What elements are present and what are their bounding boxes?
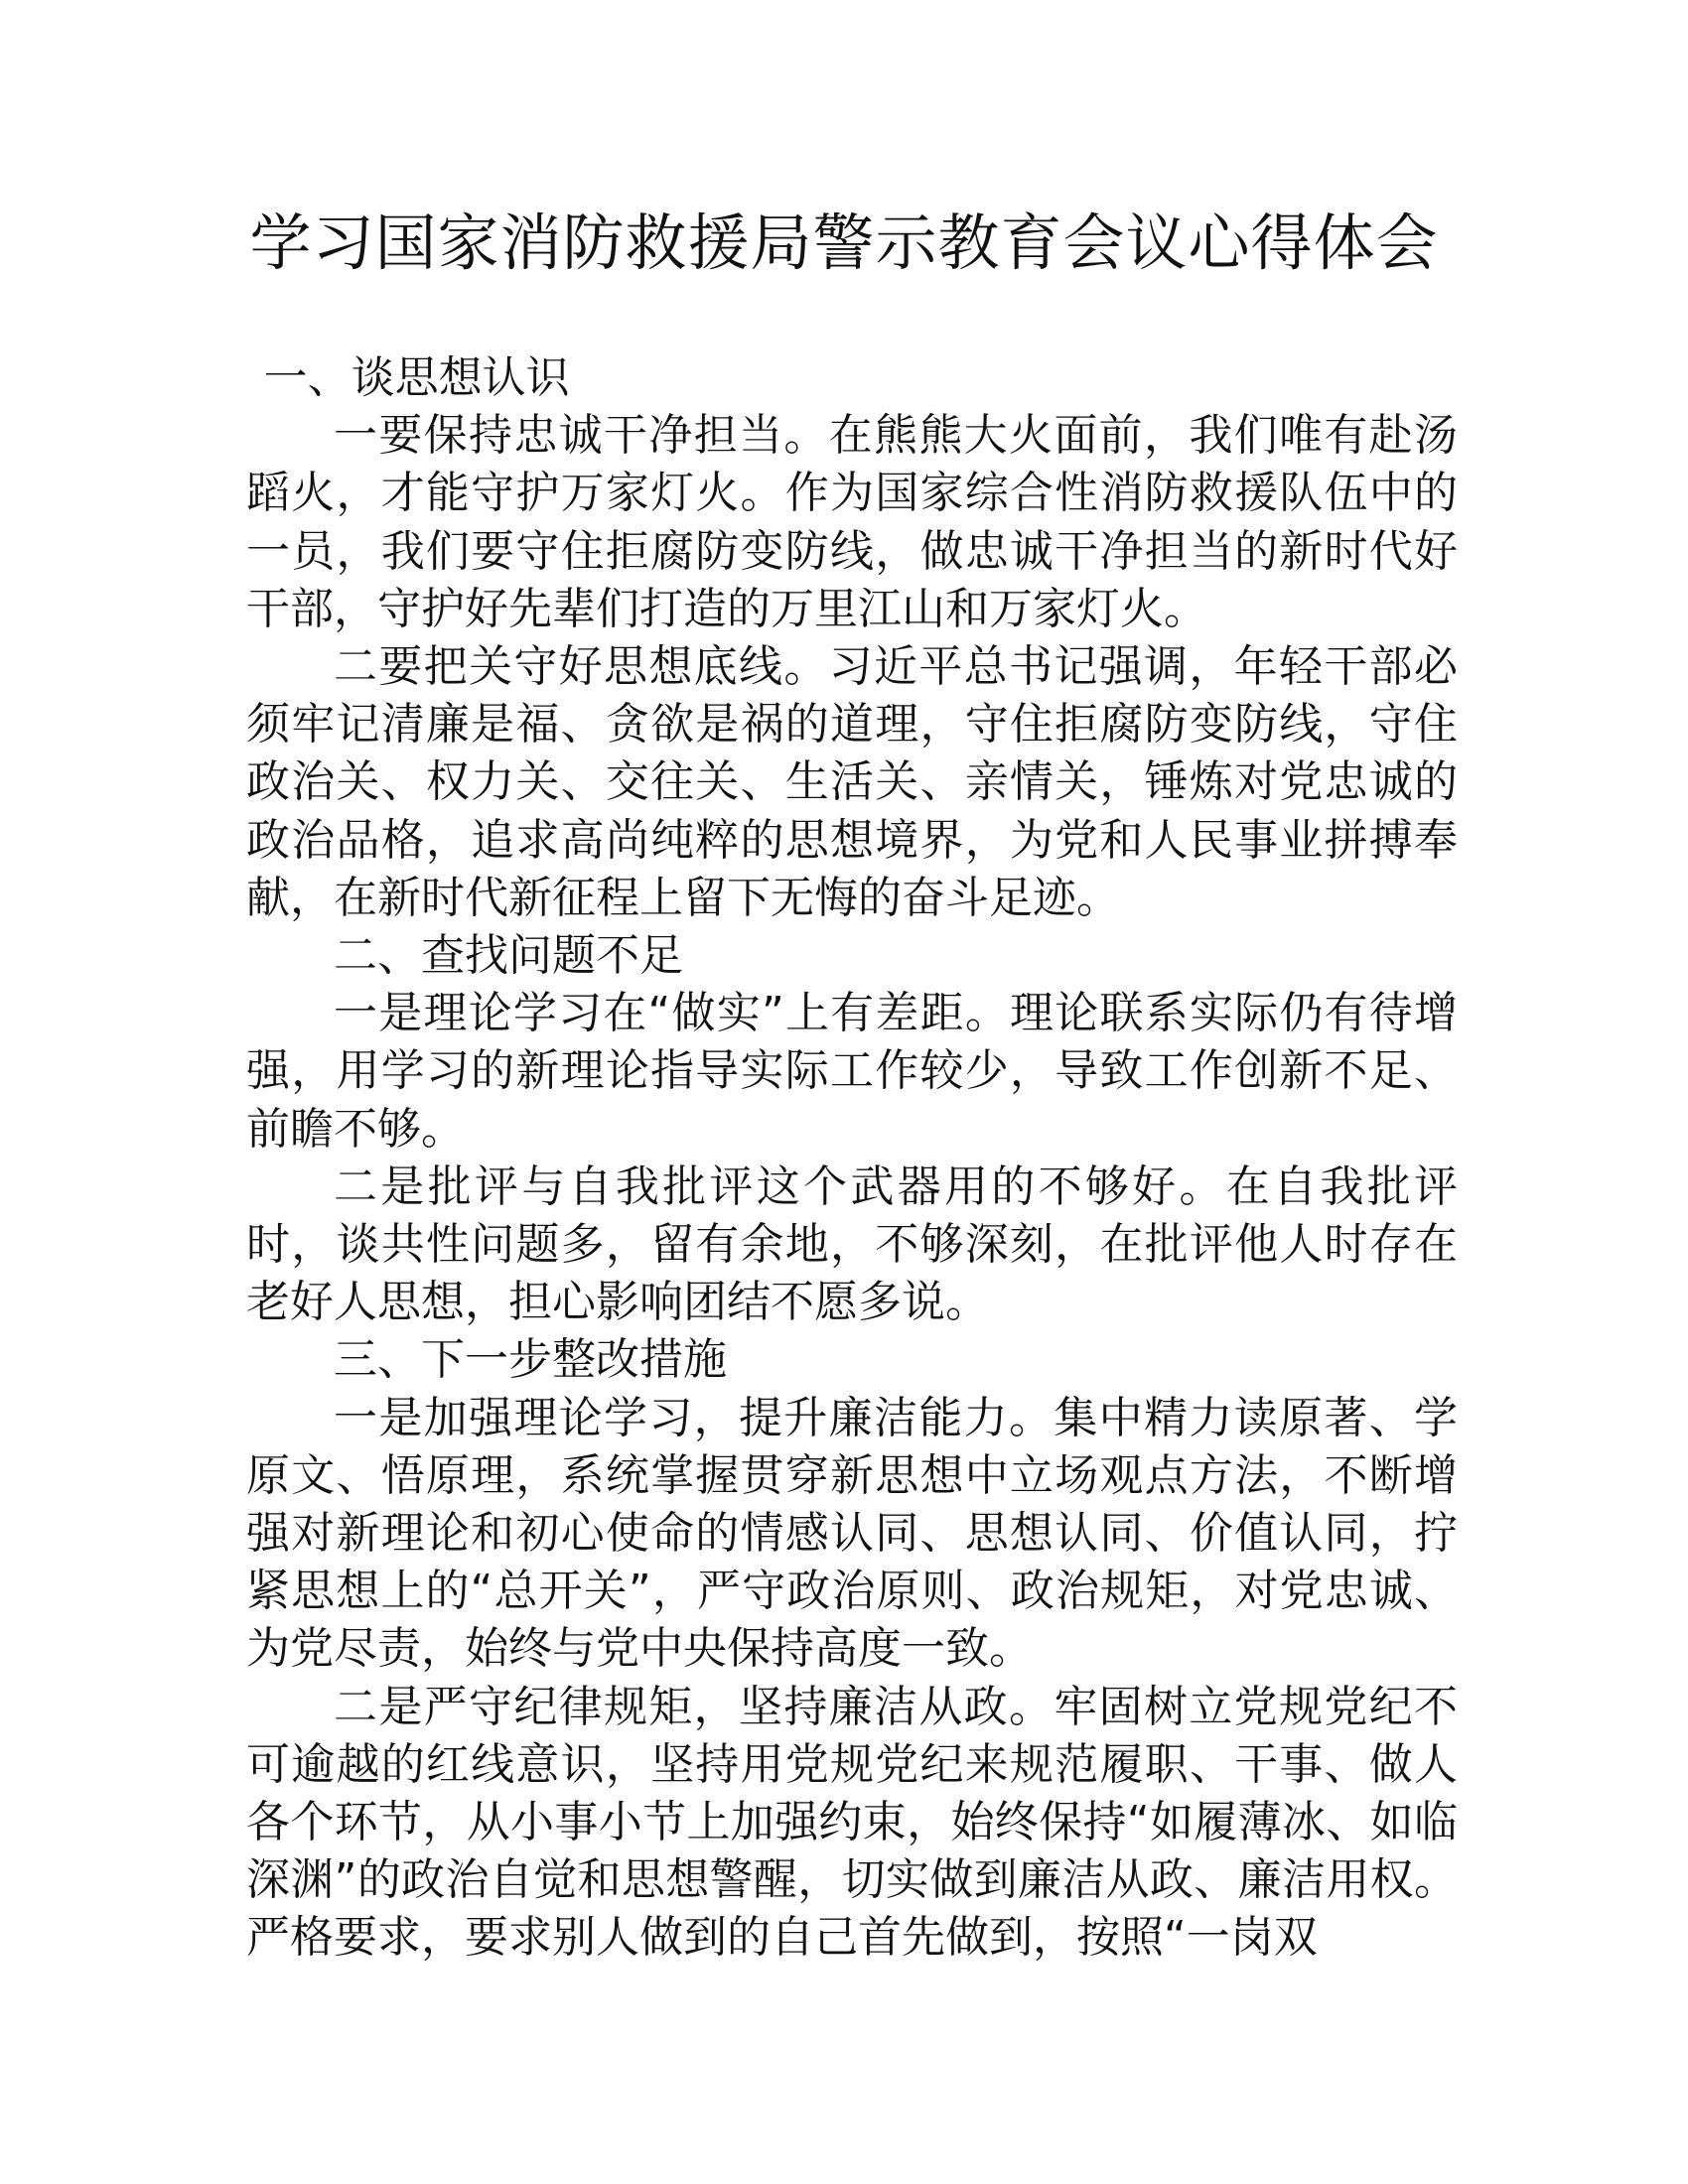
paragraph-3: 一是理论学习在“做实”上有差距。理论联系实际仍有待增强，用学习的新理论指导实际工作较少，导致工作创新不足、前瞻不够。 bbox=[246, 988, 1458, 1155]
section-heading-2: 二、查找问题不足 bbox=[334, 930, 683, 982]
section-heading-1: 一、谈思想认识 bbox=[263, 352, 570, 403]
paragraph-1: 一要保持忠诚干净担当。在熊熊大火面前，我们唯有赴汤蹈火，才能守护万家灯火。作为国家综合性消防救援队伍中的一员，我们要守住拒腐防变防线，做忠诚干净担当的新时代好干部，守护好先辈们打造的万里江山和万家灯火。 bbox=[246, 410, 1458, 634]
document-body bbox=[246, 349, 1458, 1968]
paragraph-4: 二是批评与自我批评这个武器用的不够好。在自我批评时，谈共性问题多，留有余地，不够深刻，在批评他人时存在老好人思想，担心影响团结不愿多说。 bbox=[246, 1160, 1458, 1328]
section-heading-3: 三、下一步整改措施 bbox=[334, 1334, 727, 1386]
paragraph-2: 二要把关守好思想底线。习近平总书记强调，年轻干部必须牢记清廉是福、贪欲是祸的道理，守住拒腐防变防线，守住政治关、权力关、交往关、生活关、亲情关，锤炼对党忠诚的政治品格，追求高尚纯粹的思想境界，为党和人民事业拼搏奉献，在新时代新征程上留下无悔的奋斗足迹。 bbox=[246, 641, 1458, 923]
document-title: 学习国家消防救援局警示教育会议心得体会 bbox=[249, 206, 1439, 279]
paragraph-6: 二是严守纪律规矩，坚持廉洁从政。牢固树立党规党纪不可逾越的红线意识，坚持用党规党纪来规范履职、干事、做人各个环节，从小事小节上加强约束，始终保持“如履薄冰、如临深渊”的政治自觉和思想警醒，切实做到廉洁从政、廉洁用权。严格要求，要求别人做到的自己首先做到，按照“一岗双 bbox=[246, 1681, 1458, 1964]
paragraph-5: 一是加强理论学习，提升廉洁能力。集中精力读原著、学原文、悟原理，系统掌握贯穿新思想中立场观点方法，不断增强对新理论和初心使命的情感认同、思想认同、价值认同，拧紧思想上的“总开关”，严守政治原则、政治规矩，对党忠诚、为党尽责，始终与党中央保持高度一致。 bbox=[246, 1392, 1458, 1675]
